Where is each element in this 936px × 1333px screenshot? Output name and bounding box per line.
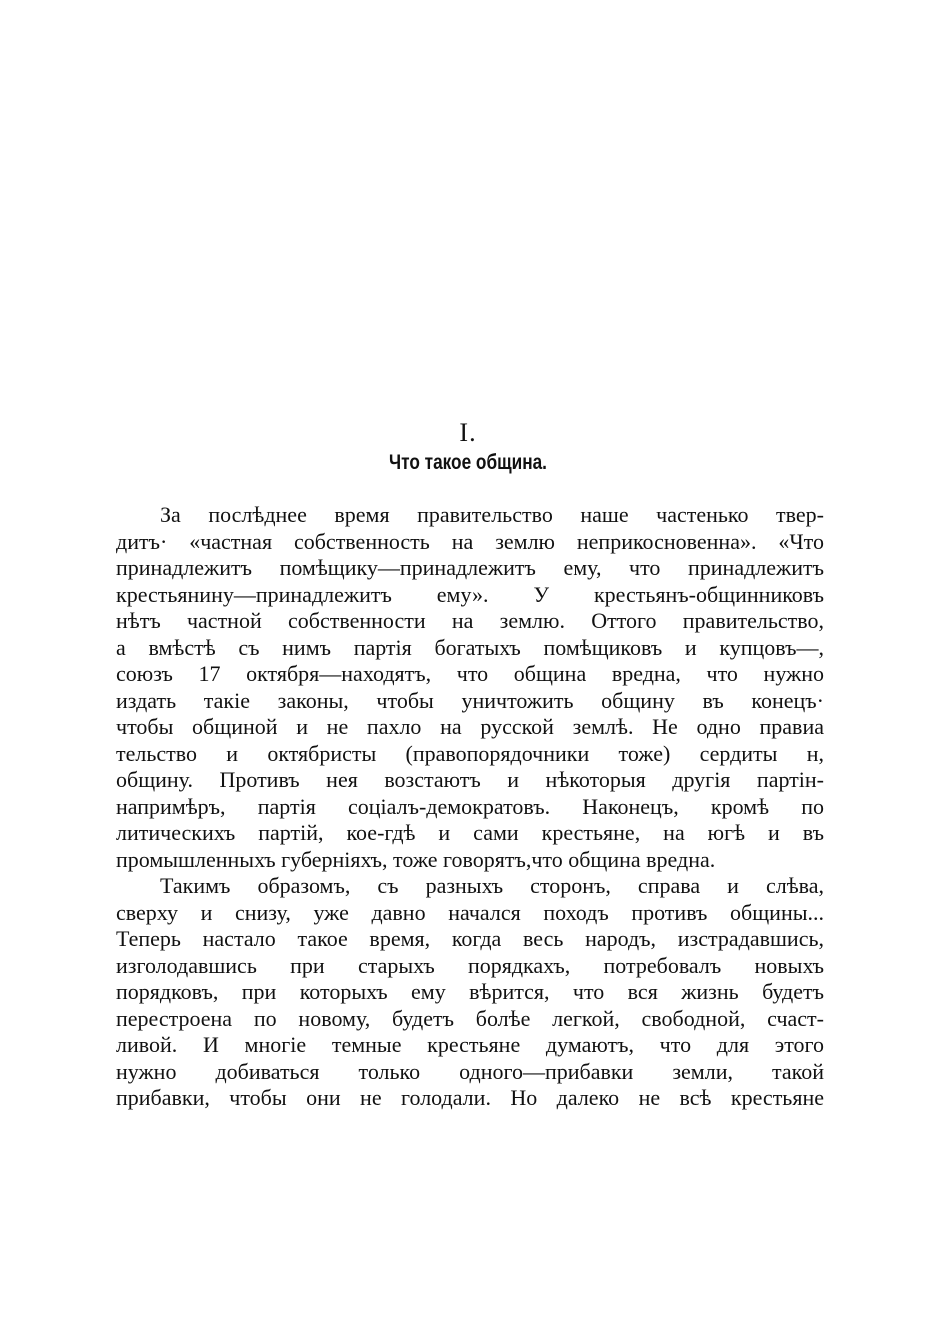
- text-line: изголодавшись при старыхъ порядкахъ, потребовалъ новыхъ: [116, 952, 824, 978]
- text-line: перестроена по новому, будетъ болѣе легкой, свободной, счаст-: [116, 1005, 824, 1031]
- text-line: Теперь настало такое время, когда весь народъ, изстрадавшись,: [116, 926, 824, 951]
- text-line: общину. Противъ нея возстаютъ и нѣкоторыя другія партін-: [116, 767, 824, 792]
- chapter-title: Что такое община.: [389, 451, 547, 474]
- text-line: За послѣднее время правительство наше частенько твер-: [160, 502, 824, 527]
- text-line: промышленныхъ губерніяхъ, тоже говорятъ,что община вредна.: [116, 846, 716, 872]
- text-line: а вмѣстѣ съ нимъ партія богатыхъ помѣщиковъ и купцовъ—,: [116, 634, 824, 660]
- text-line: союзъ 17 октября—находятъ, что община вредна, что нужно: [116, 661, 824, 686]
- text-line: литическихъ партій, кое-гдѣ и сами крестьяне, на югѣ и въ: [116, 820, 824, 845]
- text-line: крестьянину—принадлежитъ ему». У крестьянъ-общинниковъ: [116, 581, 824, 607]
- text-line: тельство и октябристы (правопорядочники тоже) сердиты н,: [116, 740, 824, 766]
- text-line: дитъ· «частная собственность на землю неприкосновенна». «Что: [116, 528, 824, 554]
- text-line: Такимъ образомъ, съ разныхъ сторонъ, справа и слѣва,: [160, 873, 824, 898]
- chapter-number: I.: [459, 418, 477, 447]
- text-line: чтобы общиной и не пахло на русской землѣ. Не одно правиа: [116, 714, 824, 739]
- text-line: нѣтъ частной собственности на землю. Оттого правительство,: [116, 608, 824, 633]
- text-line: напримѣръ, партія соціалъ-демократовъ. Наконецъ, кромѣ по: [116, 793, 824, 819]
- text-line: нужно добиваться только одного—прибавки земли, такой: [116, 1058, 824, 1084]
- text-line: принадлежитъ помѣщику—принадлежитъ ему, что принадлежитъ: [116, 555, 824, 580]
- text-line: ливой. И многіе темные крестьяне думаютъ, что для этого: [116, 1032, 824, 1057]
- text-line: издать такіе законы, чтобы уничтожить общину въ конецъ·: [116, 687, 824, 713]
- text-line: порядковъ, при которыхъ ему вѣрится, что вся жизнь будетъ: [116, 979, 824, 1004]
- text-line: прибавки, чтобы они не голодали. Но далеко не всѣ крестьяне: [116, 1085, 824, 1110]
- body-text: [116, 502, 824, 1112]
- text-line: сверху и снизу, уже давно начался походъ противъ общины...: [116, 899, 824, 925]
